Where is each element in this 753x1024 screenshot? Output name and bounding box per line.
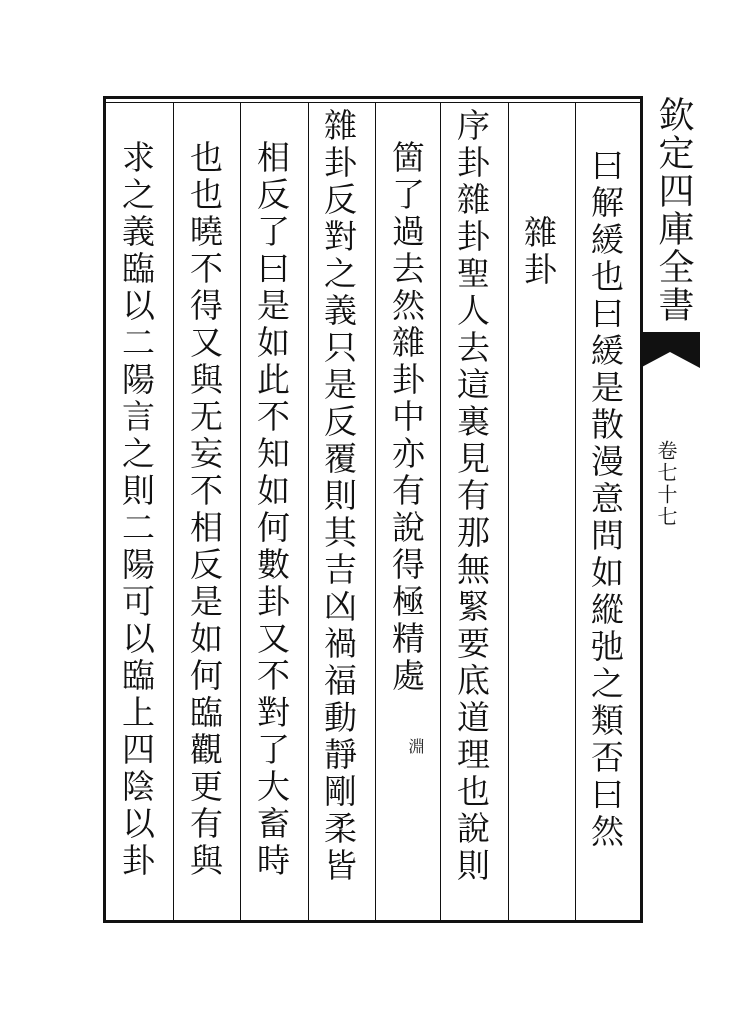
- text-column-5: 雜卦反對之義只是反覆則其吉凶禍福動靜剛柔皆: [319, 108, 358, 885]
- column-divider: [575, 103, 576, 920]
- column-divider: [375, 103, 376, 920]
- text-column-1: 曰解緩也曰緩是散漫意問如縱弛之類否曰然: [586, 148, 625, 851]
- text-column-6: 相反了曰是如此不知如何數卦又不對了大畜時: [252, 140, 291, 880]
- left-border: [103, 96, 106, 923]
- right-border: [640, 96, 643, 923]
- top-border-inner: [103, 102, 643, 103]
- fish-tail-mark-icon: [640, 332, 700, 368]
- column-divider: [440, 103, 441, 920]
- edge-title: 欽定四庫全書: [653, 96, 694, 324]
- column-4-note: 淵: [406, 738, 425, 754]
- bottom-border: [103, 920, 643, 923]
- column-divider: [508, 103, 509, 920]
- text-column-2: 雜卦: [519, 215, 558, 289]
- column-divider: [308, 103, 309, 920]
- column-divider: [173, 103, 174, 920]
- top-border: [103, 96, 643, 99]
- column-divider: [240, 103, 241, 920]
- juan-number: 卷七十七: [654, 440, 678, 528]
- text-column-7: 也也曉不得又與无妄不相反是如何臨觀更有與: [185, 140, 224, 880]
- text-column-4: 箇了過去然雜卦中亦有說得極精處: [387, 140, 426, 695]
- text-column-8: 求之義臨以二陽言之則二陽可以臨上四陰以卦: [117, 140, 156, 880]
- text-column-3: 序卦雜卦聖人去這裏見有那無緊要底道理也說則: [452, 108, 491, 885]
